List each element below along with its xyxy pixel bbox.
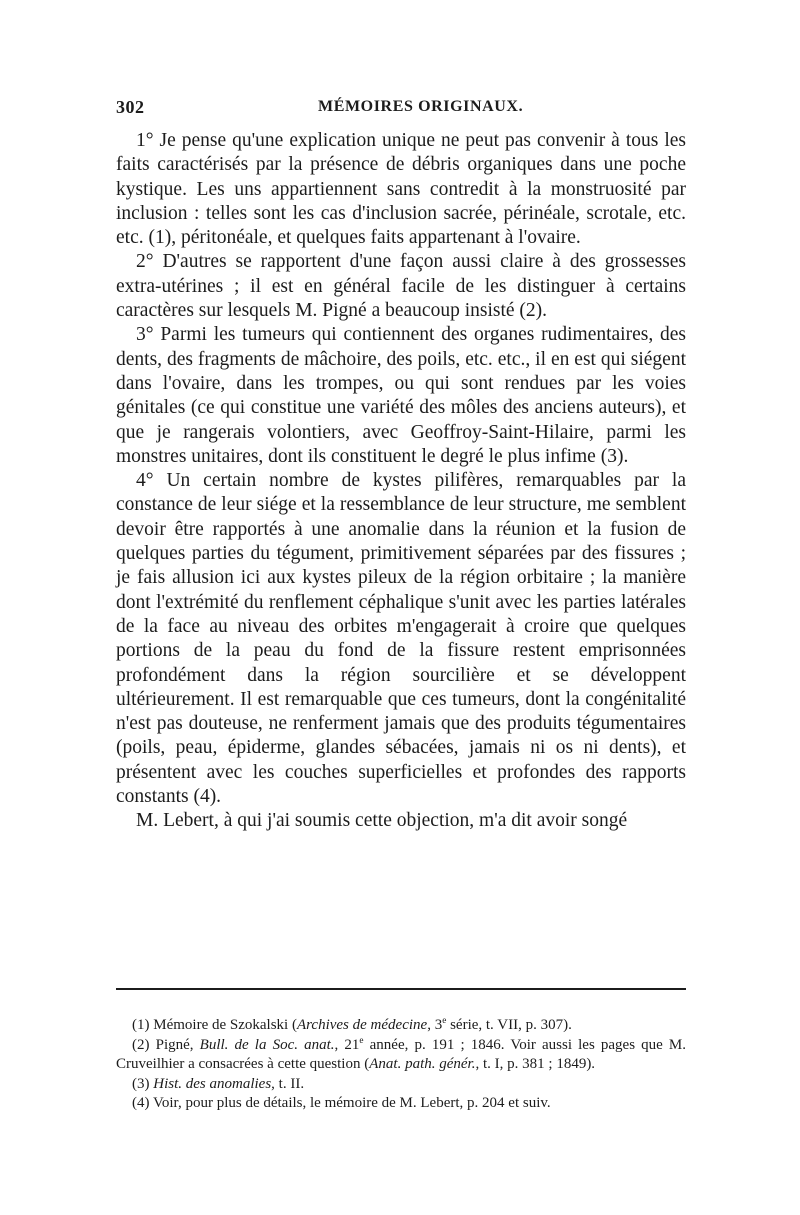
footnote-separator <box>116 988 686 990</box>
paragraph-1: 1° Je pense qu'une explication unique ne peut pas convenir à tous les faits caractérisés par la présence de débris organiques dans une poche kystique. Les uns appartiennent sans contredit à la monstruosité par inclusion : telles sont les cas d'inclusion sacrée, périnéale, scrotale, etc. etc. (1), péritonéale, et quelques faits appartenant à l'ovaire. <box>116 130 686 249</box>
footnote-1-series-sup: e <box>442 1016 447 1026</box>
footnote-4-text: Voir, pour plus de détails, le mémoire de M. Lebert, p. 204 et suiv. <box>152 1095 551 1112</box>
running-title: MÉMOIRES ORIGINAUX. <box>318 98 524 115</box>
footnote-2-year-num: , 21 <box>334 1036 360 1053</box>
paragraph-3: 3° Parmi les tumeurs qui contiennent des organes rudimentaires, des dents, des fragments de mâchoire, des poils, etc. etc., il en est qui siégent dans l'ovaire, dans les trompes, ou qui sont rendues par les voies génitales (ce qui constitue une variété des môles des anciens auteurs), et que je rangerais volontiers, avec Geoffroy-Saint-Hilaire, parmi les monstres unitaires, dont ils constituent le degré le plus infime (3). <box>116 324 686 467</box>
footnote-1-text-before: Mémoire de Szokalski ( <box>153 1017 297 1033</box>
footnote-1 <box>116 1016 686 1036</box>
footnote-2-book: Anat. path. génér. <box>369 1056 476 1073</box>
footnote-2-author: Pigné, <box>155 1036 200 1053</box>
footnote-2-number: (2) <box>132 1036 150 1053</box>
footnotes <box>116 1016 686 1114</box>
page-header <box>116 97 686 121</box>
footnote-3-book: Hist. des anomalies <box>153 1075 272 1092</box>
paragraph-5: M. Lebert, à qui j'ai soumis cette objection, m'a dit avoir songé <box>136 810 628 832</box>
footnote-2-journal: Bull. de la Soc. anat. <box>199 1036 335 1053</box>
footnote-1-series-num: , 3 <box>427 1017 443 1033</box>
footnote-1-number: (1) <box>132 1017 150 1033</box>
footnote-2-year-sup: e <box>359 1035 364 1046</box>
footnote-2 <box>116 1036 686 1075</box>
paragraph-2: 2° D'autres se rapportent d'une façon aussi claire à des grossesses extra-utérines ; il est en général facile de les distinguer à certains caractères sur lesquels M. Pigné a beaucoup insisté (2). <box>116 251 686 322</box>
footnote-4 <box>116 1094 686 1114</box>
footnote-4-number: (4) <box>132 1095 150 1112</box>
body-text <box>116 129 686 834</box>
page-number: 302 <box>116 97 145 117</box>
footnote-1-text-after: série, t. VII, p. 307). <box>446 1017 572 1033</box>
footnote-3 <box>116 1075 686 1095</box>
footnote-3-number: (3) <box>132 1075 150 1092</box>
footnote-2-text-after: , t. I, p. 381 ; 1849). <box>475 1056 596 1073</box>
footnote-2-text-mid: année, p. 191 ; 1846. Voir aussi les pages que M. Cruveilhier a consacrées à cette question ( <box>116 1036 687 1073</box>
footnote-1-journal: Archives de médecine <box>296 1017 428 1033</box>
paragraph-4: 4° Un certain nombre de kystes pilifères, remarquables par la constance de leur siége et la ressemblance de leur structure, me semblent devoir être rapportés à une anomalie dans la réunion et la fusion de quelques parties du tégument, primitivement séparées par des fissures ; je fais allusion ici aux kystes pileux de la région orbitaire ; la manière dont l'extrémité du renflement céphalique s'unit avec les parties latérales de la face au niveau des orbites m'engagerait à croire que quelques portions de la peau du fond de la fissure restent emprisonnées profondément dans la région sourcilière et se développent ultérieurement. Il est remarquable que ces tumeurs, dont la congénitalité n'est pas douteuse, ne renferment jamais que des produits tégumentaires (poils, peau, épiderme, glandes sébacées, jamais ni os ni dents), et présentent avec les couches superficielles et profondes des rapports constants (4). <box>116 470 686 808</box>
footnote-3-text-after: , t. II. <box>271 1075 305 1092</box>
